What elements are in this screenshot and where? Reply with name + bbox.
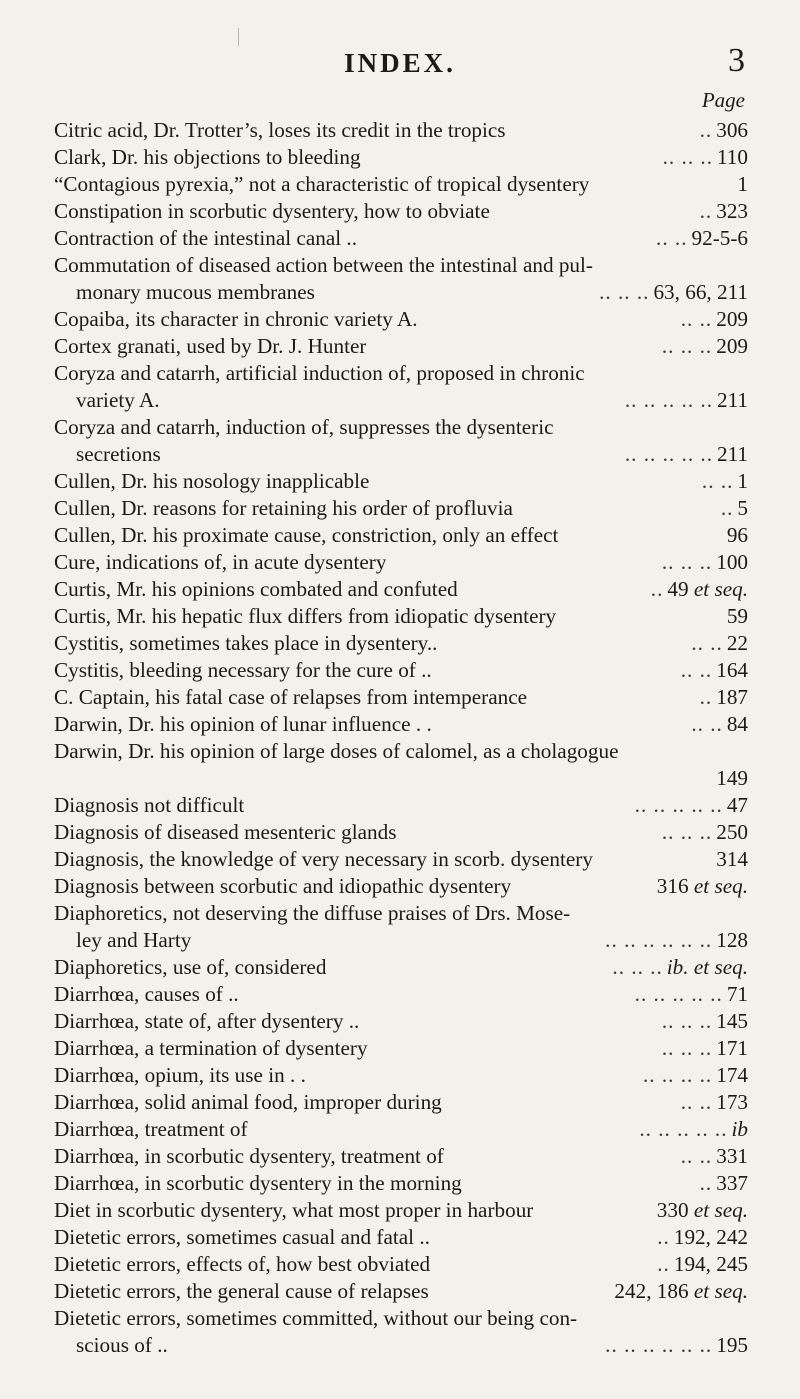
page-column-label: Page bbox=[701, 88, 745, 112]
dot-leader: .. .. .. .. .. bbox=[634, 793, 723, 817]
entry-text: variety A. bbox=[76, 388, 160, 412]
page-reference-number: 194, 245 bbox=[673, 1252, 748, 1276]
page-reference bbox=[716, 198, 748, 225]
page-reference bbox=[717, 441, 748, 468]
page-reference-number: 100 bbox=[716, 550, 748, 574]
page-reference-number: 174 bbox=[716, 1063, 748, 1087]
dot-leader: .. bbox=[720, 496, 734, 520]
entry-heading-line bbox=[54, 414, 748, 441]
page-reference-number: 164 bbox=[716, 658, 748, 682]
dot-leader: .. .. .. .. .. .. bbox=[605, 928, 713, 952]
entry-text: monary mucous membranes bbox=[76, 280, 315, 304]
entry-text: Darwin, Dr. his opinion of lunar influence . . bbox=[54, 712, 432, 736]
entry-heading-line bbox=[54, 900, 748, 927]
page-reference bbox=[716, 1008, 748, 1035]
entry-heading-line bbox=[54, 1143, 748, 1170]
dot-leader: .. bbox=[657, 1252, 670, 1276]
dot-leader: .. .. .. .. bbox=[642, 1063, 713, 1087]
page-reference-number: 171 bbox=[716, 1036, 748, 1060]
page-reference-number: 63, 66, 211 bbox=[653, 280, 748, 304]
entry-heading-line bbox=[54, 333, 748, 360]
dot-leader: .. .. .. .. .. bbox=[624, 388, 713, 412]
entry-text: Diet in scorbutic dysentery, what most proper in harbour bbox=[54, 1198, 534, 1222]
entry-heading-line bbox=[54, 1170, 748, 1197]
entry-heading-line bbox=[54, 468, 748, 495]
dot-leader: .. .. .. bbox=[612, 955, 663, 979]
page-reference bbox=[716, 927, 748, 954]
index-entry bbox=[54, 1251, 748, 1278]
dot-leader: .. .. .. .. .. bbox=[624, 442, 713, 466]
page-reference bbox=[716, 819, 748, 846]
dot-leader bbox=[593, 846, 716, 873]
entry-continuation-line bbox=[54, 927, 748, 954]
entry-heading-line bbox=[54, 603, 748, 630]
page-reference bbox=[716, 1035, 748, 1062]
page-reference-number: 84 bbox=[726, 712, 748, 736]
page-reference-number: 59 bbox=[726, 604, 748, 628]
page-reference-number: 187 bbox=[716, 685, 748, 709]
entry-text: Constipation in scorbutic dysentery, how to obviate bbox=[54, 199, 490, 223]
entry-heading-line bbox=[54, 1062, 748, 1089]
index-entry bbox=[54, 495, 748, 522]
page-reference-number: 323 bbox=[716, 199, 748, 223]
entry-text: Cure, indications of, in acute dysentery bbox=[54, 550, 387, 574]
index-entry bbox=[54, 252, 748, 306]
entry-text: Coryza and catarrh, artificial induction of, proposed in chronic bbox=[54, 361, 585, 385]
index-entry bbox=[54, 657, 748, 684]
page-reference-number: 5 bbox=[737, 496, 748, 520]
dot-leader: .. bbox=[699, 118, 713, 142]
entry-text: Cullen, Dr. his proximate cause, constriction, only an effect bbox=[54, 523, 559, 547]
entry-heading-line bbox=[54, 117, 748, 144]
page-reference-number: 330 bbox=[656, 1198, 689, 1222]
dot-leader: .. .. .. bbox=[599, 280, 650, 304]
entry-heading-line bbox=[54, 306, 748, 333]
entry-heading-line bbox=[54, 873, 748, 900]
dot-leader bbox=[511, 873, 657, 900]
entry-text: C. Captain, his fatal case of relapses from intemperance bbox=[54, 685, 528, 709]
page-reference-number: 195 bbox=[716, 1333, 748, 1357]
entry-heading-line bbox=[54, 954, 748, 981]
entry-text: Diaphoretics, not deserving the diffuse praises of Drs. Mose- bbox=[54, 901, 571, 925]
entry-text: Diaphoretics, use of, considered bbox=[54, 955, 327, 979]
index-entry bbox=[54, 144, 748, 171]
entry-text: Dietetic errors, sometimes committed, without our being con- bbox=[54, 1306, 578, 1330]
page-reference-number: 192, 242 bbox=[673, 1225, 748, 1249]
dot-leader: .. .. .. bbox=[661, 550, 713, 574]
index-entry bbox=[54, 630, 748, 657]
page-reference bbox=[727, 630, 748, 657]
index-entry bbox=[54, 981, 748, 1008]
page-reference-suffix: et seq. bbox=[688, 874, 748, 898]
page-reference-suffix: ib bbox=[731, 1117, 748, 1141]
index-entry bbox=[54, 603, 748, 630]
entry-heading-line bbox=[54, 225, 748, 252]
entry-continuation-line bbox=[54, 387, 748, 414]
page-reference-number: 149 bbox=[716, 766, 748, 790]
entry-heading-line bbox=[54, 1116, 748, 1143]
page-reference bbox=[727, 711, 748, 738]
dot-leader: .. .. bbox=[691, 631, 723, 655]
page-reference-number: 71 bbox=[726, 982, 748, 1006]
index-entry bbox=[54, 819, 748, 846]
entry-heading-line bbox=[54, 549, 748, 576]
page-reference-number: 211 bbox=[717, 388, 748, 412]
entry-text: Citric acid, Dr. Trotter’s, loses its credit in the tropics bbox=[54, 118, 506, 142]
dot-leader: .. .. .. bbox=[661, 1036, 713, 1060]
page-reference-number: 209 bbox=[716, 334, 748, 358]
entry-text: Diagnosis of diseased mesenteric glands bbox=[54, 820, 397, 844]
page-reference bbox=[614, 1278, 748, 1305]
index-entry bbox=[54, 468, 748, 495]
entry-text: Cystitis, bleeding necessary for the cure of .. bbox=[54, 658, 432, 682]
index-entry bbox=[54, 738, 748, 792]
entry-heading-line bbox=[54, 171, 748, 198]
index-entry bbox=[54, 1278, 748, 1305]
index-entry bbox=[54, 1197, 748, 1224]
entry-heading-line bbox=[54, 252, 748, 279]
page-reference-number: 242, 186 bbox=[614, 1279, 689, 1303]
index-entry bbox=[54, 1008, 748, 1035]
entry-text: Dietetic errors, sometimes casual and fatal .. bbox=[54, 1225, 430, 1249]
page-reference-number: 1 bbox=[737, 172, 748, 196]
index-entry bbox=[54, 1224, 748, 1251]
page-reference-number: 306 bbox=[716, 118, 748, 142]
index-entry bbox=[54, 1089, 748, 1116]
index-entry bbox=[54, 198, 748, 225]
index-entry bbox=[54, 846, 748, 873]
entry-text: ley and Harty bbox=[76, 928, 192, 952]
page-reference bbox=[737, 495, 748, 522]
index-entry bbox=[54, 711, 748, 738]
entry-text: Diarrhœa, opium, its use in . . bbox=[54, 1063, 306, 1087]
page-reference bbox=[667, 576, 748, 603]
index-entry bbox=[54, 414, 748, 468]
entry-text: Curtis, Mr. his hepatic flux differs from idiopatic dysentery bbox=[54, 604, 557, 628]
page-reference-number: 49 bbox=[667, 577, 689, 601]
page-reference bbox=[716, 549, 748, 576]
page-reference-number: 337 bbox=[716, 1171, 748, 1195]
dot-leader bbox=[76, 765, 716, 792]
page-reference-number: 1 bbox=[737, 469, 748, 493]
index-entry bbox=[54, 549, 748, 576]
index-entry bbox=[54, 792, 748, 819]
entry-continuation-line bbox=[54, 279, 748, 306]
page-reference bbox=[732, 1116, 748, 1143]
entry-heading-line bbox=[54, 657, 748, 684]
entry-heading-line bbox=[54, 1197, 748, 1224]
page-reference bbox=[727, 981, 748, 1008]
index-entry bbox=[54, 360, 748, 414]
entry-text: Cortex granati, used by Dr. J. Hunter bbox=[54, 334, 367, 358]
page-reference bbox=[716, 117, 748, 144]
page-reference bbox=[716, 684, 748, 711]
entry-heading-line bbox=[54, 198, 748, 225]
page-reference bbox=[737, 468, 748, 495]
entry-text: Diarrhœa, treatment of bbox=[54, 1117, 248, 1141]
entry-text: “Contagious pyrexia,” not a characteristic of tropical dysentery bbox=[54, 172, 590, 196]
entry-heading-line bbox=[54, 1305, 748, 1332]
entry-text: Curtis, Mr. his opinions combated and confuted bbox=[54, 577, 458, 601]
entry-heading-line bbox=[54, 1089, 748, 1116]
index-entry bbox=[54, 954, 748, 981]
entry-text: Diarrhœa, causes of .. bbox=[54, 982, 239, 1006]
dot-leader: .. .. bbox=[656, 226, 688, 250]
page-reference bbox=[716, 306, 748, 333]
page-reference bbox=[692, 225, 749, 252]
entry-heading-line bbox=[54, 738, 748, 765]
page-reference bbox=[727, 792, 748, 819]
entry-text: Diarrhœa, a termination of dysentery bbox=[54, 1036, 368, 1060]
entry-text: Diarrhœa, solid animal food, improper during bbox=[54, 1090, 442, 1114]
index-title: INDEX. bbox=[344, 48, 456, 78]
index-entry bbox=[54, 684, 748, 711]
dot-leader: .. bbox=[657, 1225, 670, 1249]
index-entry bbox=[54, 171, 748, 198]
entry-text: Diagnosis, the knowledge of very necessary in scorb. dysentery bbox=[54, 847, 593, 871]
entry-text: Diarrhœa, state of, after dysentery .. bbox=[54, 1009, 360, 1033]
dot-leader: .. bbox=[650, 577, 664, 601]
dot-leader: .. .. .. bbox=[661, 334, 713, 358]
page-reference bbox=[737, 171, 748, 198]
entry-heading-line bbox=[54, 711, 748, 738]
entry-text: Contraction of the intestinal canal .. bbox=[54, 226, 358, 250]
entry-heading-line bbox=[54, 1035, 748, 1062]
entry-heading-line bbox=[54, 1224, 748, 1251]
page-reference-number: 96 bbox=[726, 523, 748, 547]
index-entry bbox=[54, 900, 748, 954]
entry-text: secretions bbox=[76, 442, 161, 466]
entry-heading-line bbox=[54, 1251, 748, 1278]
page-reference-number: 209 bbox=[716, 307, 748, 331]
entry-continuation-line bbox=[54, 765, 748, 792]
entry-text: Diagnosis between scorbutic and idiopathic dysentery bbox=[54, 874, 512, 898]
page-reference bbox=[727, 522, 748, 549]
dot-leader bbox=[589, 171, 737, 198]
page-reference-suffix: ib. et seq. bbox=[666, 955, 748, 979]
page-reference bbox=[717, 387, 748, 414]
index-entry bbox=[54, 1116, 748, 1143]
entry-text: Dietetic errors, effects of, how best obviated bbox=[54, 1252, 431, 1276]
dot-leader: .. .. .. .. .. bbox=[639, 1117, 728, 1141]
page-reference bbox=[657, 873, 748, 900]
entry-continuation-line bbox=[54, 441, 748, 468]
page-reference-number: 22 bbox=[726, 631, 748, 655]
entry-heading-line bbox=[54, 522, 748, 549]
entry-heading-line bbox=[54, 1278, 748, 1305]
dot-leader: .. .. .. bbox=[661, 1009, 713, 1033]
dot-leader bbox=[558, 522, 726, 549]
page-reference-number: 211 bbox=[717, 442, 748, 466]
entry-heading-line bbox=[54, 144, 748, 171]
entry-heading-line bbox=[54, 846, 748, 873]
page-reference-suffix: et seq. bbox=[688, 577, 748, 601]
page-reference bbox=[716, 1062, 748, 1089]
index-entry bbox=[54, 522, 748, 549]
dot-leader: .. .. bbox=[691, 712, 723, 736]
page-reference bbox=[716, 1089, 748, 1116]
entry-text: Cystitis, sometimes takes place in dysentery.. bbox=[54, 631, 438, 655]
index-entry bbox=[54, 576, 748, 603]
dot-leader: .. bbox=[699, 1171, 713, 1195]
page-reference bbox=[716, 765, 748, 792]
index-entry bbox=[54, 1305, 748, 1359]
entry-text: Copaiba, its character in chronic variety A. bbox=[54, 307, 418, 331]
entry-text: Dietetic errors, the general cause of relapses bbox=[54, 1279, 429, 1303]
page-reference-suffix: et seq. bbox=[688, 1279, 748, 1303]
index-entries bbox=[54, 117, 748, 1359]
dot-leader: .. bbox=[699, 199, 713, 223]
page-reference-number: 314 bbox=[716, 847, 748, 871]
entry-heading-line bbox=[54, 981, 748, 1008]
index-entry bbox=[54, 225, 748, 252]
page-reference bbox=[716, 1143, 748, 1170]
page-reference bbox=[674, 1224, 748, 1251]
running-head bbox=[0, 42, 800, 86]
index-entry bbox=[54, 873, 748, 900]
page-reference bbox=[716, 657, 748, 684]
page-reference bbox=[674, 1251, 748, 1278]
entry-heading-line bbox=[54, 819, 748, 846]
page-reference bbox=[657, 1197, 748, 1224]
dot-leader: .. .. bbox=[680, 1144, 713, 1168]
dot-leader: .. .. .. .. .. .. bbox=[605, 1333, 713, 1357]
entry-text: Diarrhœa, in scorbutic dysentery, treatment of bbox=[54, 1144, 444, 1168]
page-reference-number: 173 bbox=[716, 1090, 748, 1114]
page-reference-number: 128 bbox=[716, 928, 748, 952]
entry-text: Cullen, Dr. reasons for retaining his order of profluvia bbox=[54, 496, 513, 520]
index-entry bbox=[54, 306, 748, 333]
dot-leader: .. .. .. bbox=[661, 820, 713, 844]
index-entry bbox=[54, 117, 748, 144]
dot-leader: .. .. bbox=[680, 658, 713, 682]
page-reference-number: 47 bbox=[726, 793, 748, 817]
page-reference-number: 316 bbox=[656, 874, 689, 898]
dot-leader: .. .. .. .. .. bbox=[634, 982, 723, 1006]
page-reference bbox=[717, 144, 748, 171]
page-number: 3 bbox=[728, 42, 745, 79]
dot-leader: .. .. bbox=[680, 307, 713, 331]
index-entry bbox=[54, 1143, 748, 1170]
page-reference bbox=[716, 1170, 748, 1197]
page-reference-number: 145 bbox=[716, 1009, 748, 1033]
dot-leader: .. bbox=[699, 685, 713, 709]
entry-heading-line bbox=[54, 684, 748, 711]
dot-leader bbox=[533, 1197, 656, 1224]
page-reference bbox=[716, 1332, 748, 1359]
index-entry bbox=[54, 1035, 748, 1062]
entry-heading-line bbox=[54, 576, 748, 603]
entry-text: Diarrhœa, in scorbutic dysentery in the morning bbox=[54, 1171, 462, 1195]
entry-heading-line bbox=[54, 630, 748, 657]
page-reference-suffix: et seq. bbox=[688, 1198, 748, 1222]
page-reference-number: 331 bbox=[716, 1144, 748, 1168]
index-entry bbox=[54, 1170, 748, 1197]
entry-text: Cullen, Dr. his nosology inapplicable bbox=[54, 469, 370, 493]
dot-leader: .. .. .. bbox=[662, 145, 713, 169]
entry-text: Coryza and catarrh, induction of, suppresses the dysenteric bbox=[54, 415, 554, 439]
entry-text: Clark, Dr. his objections to bleeding bbox=[54, 145, 361, 169]
dot-leader bbox=[429, 1278, 615, 1305]
index-entry bbox=[54, 1062, 748, 1089]
entry-text: scious of .. bbox=[76, 1333, 168, 1357]
page-reference bbox=[716, 333, 748, 360]
page-reference bbox=[667, 954, 748, 981]
entry-text: Diagnosis not difficult bbox=[54, 793, 245, 817]
entry-heading-line bbox=[54, 495, 748, 522]
page-reference-number: 92-5-6 bbox=[691, 226, 748, 250]
entry-heading-line bbox=[54, 792, 748, 819]
page-reference-number: 110 bbox=[717, 145, 748, 169]
entry-heading-line bbox=[54, 1008, 748, 1035]
page-reference-number: 250 bbox=[716, 820, 748, 844]
entry-text: Darwin, Dr. his opinion of large doses of calomel, as a cholagogue bbox=[54, 739, 619, 763]
dot-leader bbox=[556, 603, 727, 630]
page-reference bbox=[727, 603, 748, 630]
dot-leader: .. .. bbox=[680, 1090, 713, 1114]
index-entry bbox=[54, 333, 748, 360]
entry-text: Commutation of diseased action between the intestinal and pul- bbox=[54, 253, 593, 277]
entry-continuation-line bbox=[54, 1332, 748, 1359]
dot-leader: .. .. bbox=[701, 469, 734, 493]
entry-heading-line bbox=[54, 360, 748, 387]
page-reference bbox=[653, 279, 748, 306]
page-reference bbox=[716, 846, 748, 873]
